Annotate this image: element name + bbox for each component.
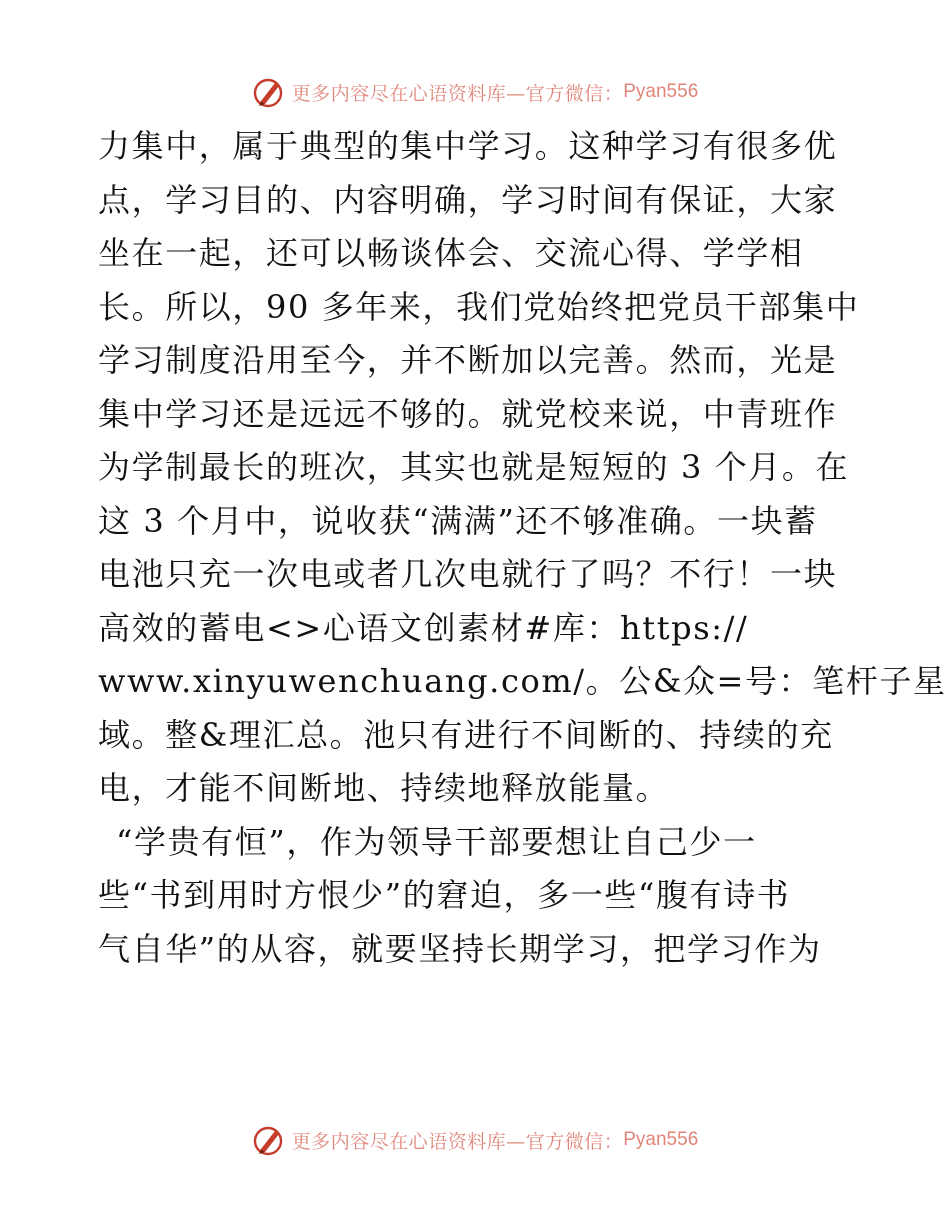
text-line: 集中学习还是远远不够的。就党校来说，中青班作 [98,394,838,433]
text-line: 域。整&理汇总。池只有进行不间断的、持续的充 [98,715,834,754]
text-line: 点，学习目的、内容明确，学习时间有保证，大家 [98,180,838,219]
pen-logo-icon [252,1123,286,1157]
document-body [98,120,947,976]
header-banner-text: 更多内容尽在心语资料库—官方微信： [291,82,624,105]
text-line: 些“书到用时方恨少”的窘迫，多一些“腹有诗书 [98,876,791,914]
header-banner-id: Pyan556 [623,81,699,102]
pen-logo-icon [252,75,286,109]
footer-banner-text: 更多内容尽在心语资料库—官方微信： [291,1130,624,1153]
text-line: 长。所以，90 多年来，我们党始终把党员干部集中 [98,287,860,326]
text-line: 学习制度沿用至今，并不断加以完善。然而，光是 [98,341,838,379]
text-line: 电，才能不间断地、持续地释放能量。 [98,769,670,807]
footer-banner-id: Pyan556 [623,1129,699,1150]
text-line: 为学制最长的班次，其实也就是短短的 3 个月。在 [98,448,850,486]
footer-banner [0,1120,950,1160]
text-line: 坐在一起，还可以畅谈体会、交流心得、学学相 [98,234,804,272]
text-line: www.xinyuwenchuang.com/。公&众=号：笔杆子星 [98,662,947,700]
header-banner [0,72,950,112]
text-line: 力集中，属于典型的集中学习。这种学习有很多优 [98,127,838,165]
text-line: 这 3 个月中，说收获“满满”还不够准确。一块蓄 [98,501,818,540]
text-line: 气自华”的从容，就要坚持长期学习，把学习作为 [98,929,822,968]
text-line: 电池只充一次电或者几次电就行了吗？不行！一块 [98,555,838,593]
text-line: 高效的蓄电<>心语文创素材#库：https:// [98,608,749,647]
text-line: “学贵有恒”，作为领导干部要想让自己少一 [116,822,757,861]
